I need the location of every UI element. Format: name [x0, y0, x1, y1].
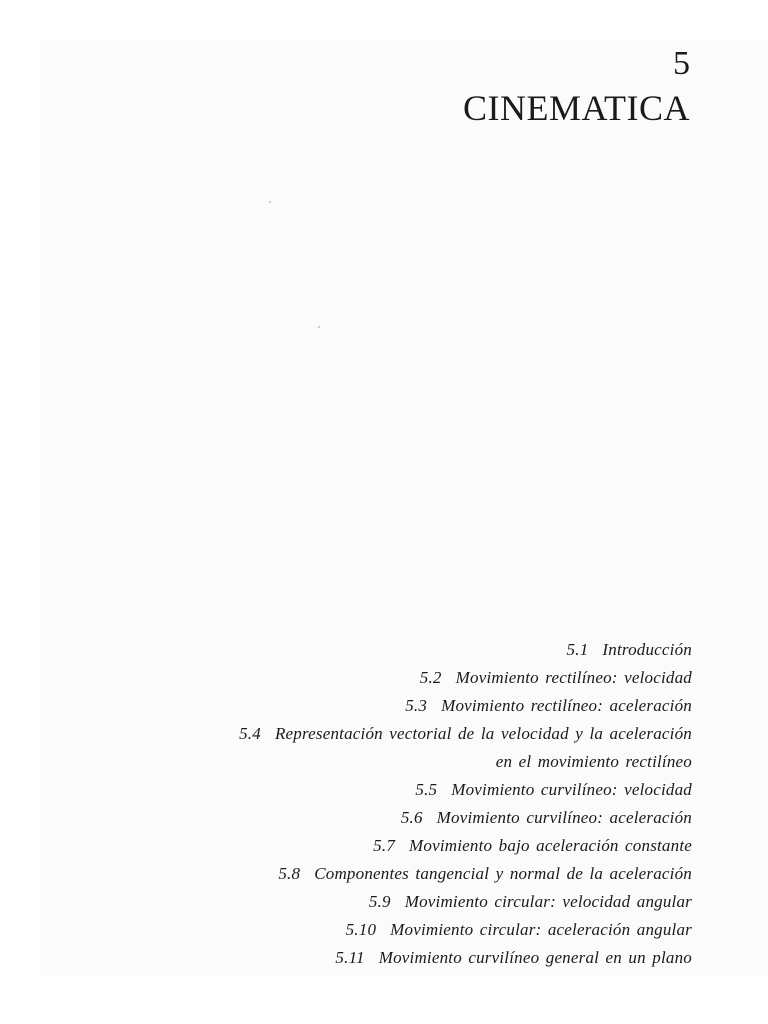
- toc-item: [239, 860, 692, 888]
- toc-item-number: 5.9: [368, 892, 391, 911]
- toc-item: [239, 944, 692, 972]
- toc-item-number: 5.8: [278, 864, 301, 883]
- toc-item: [239, 636, 692, 664]
- toc-item-number: 5.10: [345, 920, 377, 939]
- toc-item-number: 5.7: [373, 836, 396, 855]
- toc-item-title: Movimiento curvilíneo: aceleración: [436, 808, 692, 827]
- toc-item-number: 5.4: [239, 724, 261, 743]
- toc-item-number: 5.2: [419, 668, 442, 687]
- toc-item: [239, 664, 692, 692]
- chapter-title: CINEMATICA: [463, 88, 690, 128]
- paper-speck: [318, 326, 320, 328]
- toc-item-number: 5.11: [335, 948, 365, 967]
- toc-item-title: Movimiento curvilíneo: velocidad: [451, 780, 692, 799]
- toc-item-title: Movimiento bajo aceleración constante: [409, 836, 692, 855]
- toc-item-title: Introducción: [602, 640, 692, 659]
- toc-item-number: 5.3: [405, 696, 428, 715]
- toc-item-title: Movimiento rectilíneo: velocidad: [455, 668, 692, 687]
- toc-item-number: 5.6: [400, 808, 423, 827]
- table-of-contents: [239, 636, 692, 972]
- toc-item-title: Componentes tangencial y normal de la aceleración: [314, 864, 692, 883]
- toc-item-title: Movimiento rectilíneo: aceleración: [441, 696, 692, 715]
- toc-item: [239, 804, 692, 832]
- toc-item-number: 5.1: [566, 640, 589, 659]
- toc-item-number: 5.5: [415, 780, 438, 799]
- toc-item: [239, 916, 692, 944]
- paper-speck: [269, 201, 271, 203]
- toc-item: [239, 888, 692, 916]
- chapter-number: 5: [673, 45, 690, 82]
- toc-item: [239, 832, 692, 860]
- toc-item-title: Representación vectorial de la velocidad y la aceleración: [274, 724, 692, 743]
- toc-item: [239, 692, 692, 720]
- toc-item: [239, 720, 692, 748]
- toc-item: [239, 776, 692, 804]
- toc-item-title: Movimiento circular: velocidad angular: [404, 892, 692, 911]
- toc-item-title: Movimiento circular: aceleración angular: [390, 920, 692, 939]
- toc-item-continuation: en el movimiento rectilíneo: [495, 752, 692, 771]
- toc-item-title: Movimiento curvilíneo general en un plano: [378, 948, 692, 967]
